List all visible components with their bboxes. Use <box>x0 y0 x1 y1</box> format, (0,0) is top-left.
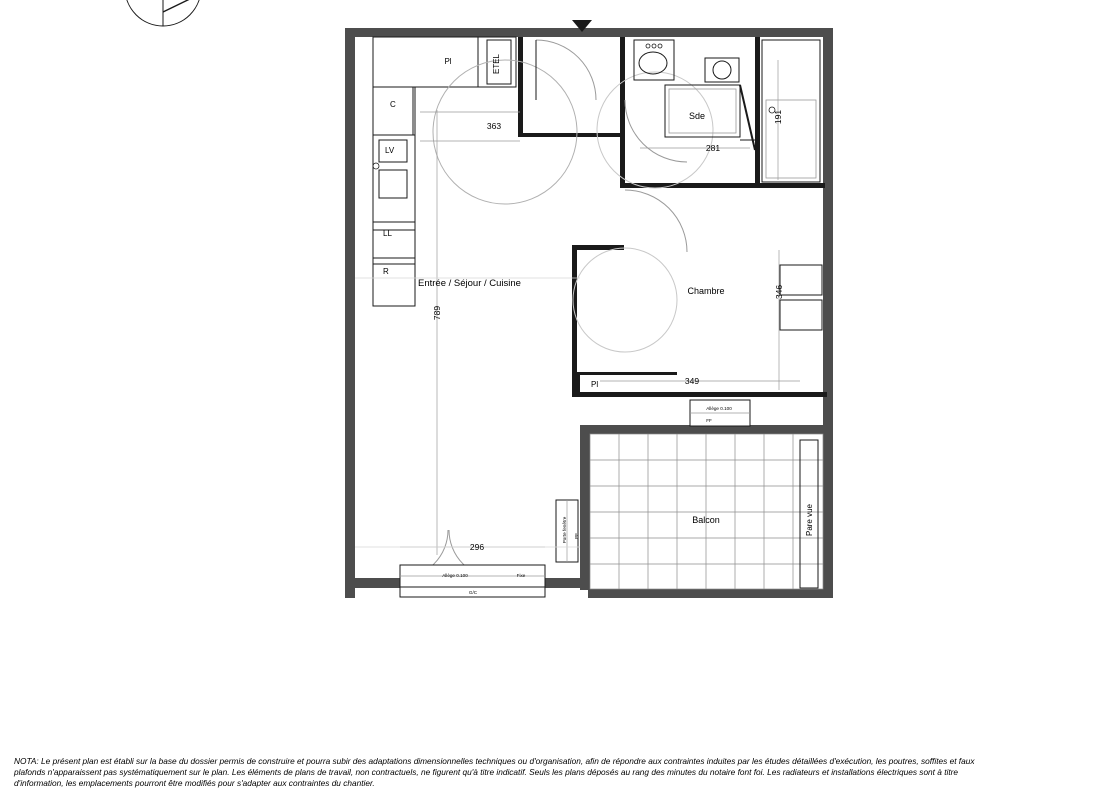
dimension-363: 363 <box>486 121 502 131</box>
nota-line-2: plafonds n'apparaissent pas systématiquement sur le plan. Les éléments de plans de travail, non contractuels, ne figurent qu'à titre indicatif. Seuls les plans déposés au rang des minutes du notaire font foi. Les radiateurs et installations électriques sont à titre <box>14 767 959 778</box>
dimension-296: 296 <box>469 542 485 552</box>
fixture-label-pare-vue: Pare vue <box>805 503 814 537</box>
fixture-label-r: R <box>383 267 389 276</box>
dimension-191: 191 <box>773 109 783 125</box>
fixture-label-pl-chambre: Pl <box>591 380 599 389</box>
balcony-floor-grid <box>590 434 823 589</box>
fixture-label-lv: LV <box>385 146 395 155</box>
door-swings <box>400 40 713 578</box>
bathroom-fixtures <box>634 40 820 182</box>
annotation-pf-balcon: PF <box>574 533 579 539</box>
annotation-allege-sejour: Allège 0.100 <box>442 573 468 578</box>
annotation-gc-sejour: G/C <box>468 590 478 595</box>
fixture-label-pl-kitchen: Pl <box>444 57 452 66</box>
fixture-label-ll: LL <box>383 229 392 238</box>
north-arrow-icon <box>125 0 201 26</box>
nota-line-3: d'information, les emplacements pourront être modifiés pour s'adapter aux contraintes du chantier. <box>14 778 375 789</box>
fixture-label-etel: ETEL <box>492 53 501 75</box>
room-label-main: Entrée / Séjour / Cuisine <box>418 278 521 289</box>
dimension-281: 281 <box>705 143 721 153</box>
room-label-sde: Sde <box>688 111 706 121</box>
room-label-chambre: Chambre <box>687 286 725 296</box>
dimension-789: 789 <box>432 305 442 321</box>
annotation-fixe-sejour: Fixe <box>516 573 526 578</box>
dimension-349: 349 <box>684 376 700 386</box>
nota-line-1: NOTA: Le présent plan est établi sur la base du dossier permis de construire et pourra subir des adaptations dimensionnelles techniques ou d'organisation, afin de répondre aux contraintes induites par les études détaillées d'exécution, les poutres, soffites et faux <box>14 756 975 766</box>
fixture-label-c: C <box>390 100 396 109</box>
annotation-fixe-chambre: FF <box>706 418 712 423</box>
room-label-balcon: Balcon <box>692 515 720 525</box>
annotation-allege-chambre: Allège 0.100 <box>706 406 732 411</box>
bedroom-fixtures <box>780 265 822 330</box>
dimension-346: 346 <box>774 284 784 300</box>
nota-block <box>14 756 1104 790</box>
annotation-porte-balcon: Porte fenêtre <box>562 516 567 544</box>
